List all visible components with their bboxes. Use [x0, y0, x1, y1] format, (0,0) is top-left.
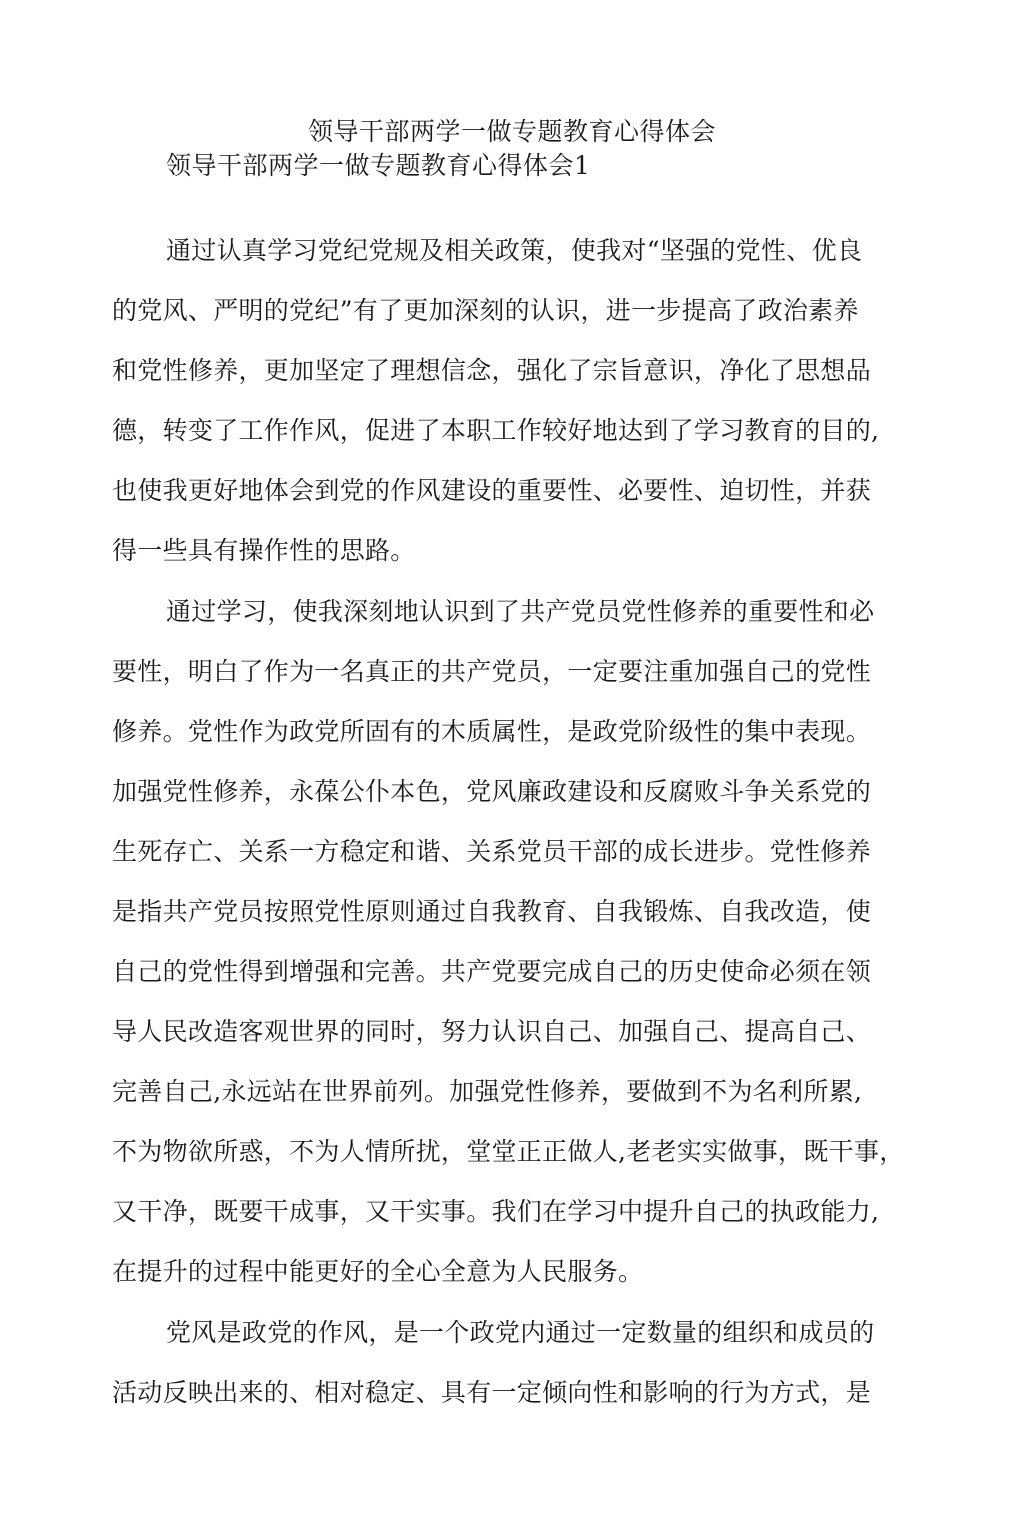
paragraph-1-line-6: 得一些具有操作性的思路。: [112, 536, 416, 565]
paragraph-1-line-2: 的党风、严明的党纪”有了更加深刻的认识，进一步提高了政治素养: [112, 296, 859, 325]
paragraph-2-line-7: 自己的党性得到增强和完善。共产党要完成自己的历史使命必须在领: [112, 957, 872, 986]
paragraph-3-line-2: 活动反映出来的、相对稳定、具有一定倾向性和影响的行为方式，是: [112, 1378, 872, 1407]
section-heading: 领导干部两学一做专题教育心得体会1: [166, 151, 591, 180]
paragraph-2-line-6: 是指共产党员按照党性原则通过自我教育、自我锻炼、自我改造，使: [112, 897, 872, 926]
paragraph-1-line-4: 德，转变了工作作风，促进了本职工作较好地达到了学习教育的目的,: [112, 416, 880, 445]
paragraph-2-line-12: 在提升的过程中能更好的全心全意为人民服务。: [112, 1257, 644, 1286]
paragraph-2-line-5: 生死存亡、关系一方稳定和谐、关系党员干部的成长进步。党性修养: [112, 837, 872, 866]
paragraph-2-line-4: 加强党性修养，永葆公仆本色，党风廉政建设和反腐败斗争关系党的: [112, 777, 872, 806]
paragraph-2-line-3: 修养。党性作为政党所固有的木质属性，是政党阶级性的集中表现。: [112, 717, 872, 746]
paragraph-1-line-5: 也使我更好地体会到党的作风建设的重要性、必要性、迫切性，并获: [112, 476, 872, 505]
paragraph-2-line-2: 要性，明白了作为一名真正的共产党员，一定要注重加强自己的党性: [112, 657, 872, 686]
paragraph-2-line-1: 通过学习，使我深刻地认识到了共产党员党性修养的重要性和必: [166, 597, 875, 626]
paragraph-2-line-8: 导人民改造客观世界的同时，努力认识自己、加强自己、提高自己、: [112, 1017, 872, 1046]
paragraph-1-line-1: 通过认真学习党纪党规及相关政策，使我对“坚强的党性、优良: [166, 236, 863, 265]
paragraph-2-line-11: 又干净，既要干成事，又干实事。我们在学习中提升自己的执政能力,: [112, 1197, 880, 1226]
paragraph-2-line-9: 完善自己,永远站在世界前列。加强党性修养，要做到不为名利所累,: [112, 1077, 863, 1106]
paragraph-3-line-1: 党风是政党的作风，是一个政党内通过一定数量的组织和成员的: [166, 1318, 875, 1347]
paragraph-1-line-3: 和党性修养，更加坚定了理想信念，强化了宗旨意识，净化了思想品: [112, 356, 872, 385]
page-title: 领导干部两学一做专题教育心得体会: [307, 117, 716, 146]
paragraph-2-line-10: 不为物欲所惑，不为人情所扰，堂堂正正做人,老老实实做事，既干事，: [112, 1137, 905, 1166]
